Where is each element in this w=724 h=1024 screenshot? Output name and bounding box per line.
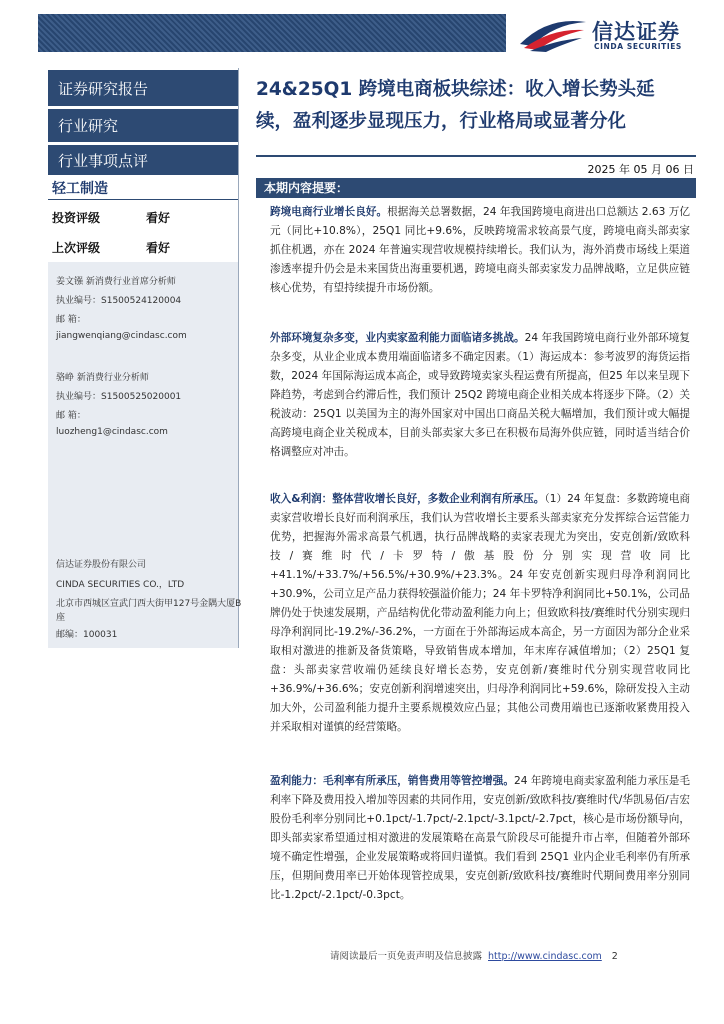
paragraph-lead: 跨境电商行业增长良好。 bbox=[270, 206, 388, 218]
paragraph-text: 24 年跨境电商卖家盈利能力承压是毛利率下降及费用投入增加等因素的共同作用，安克创新/致欧科技/赛维时代/华凯易佰/吉宏股份毛利率分别同比+0.1pct/-1.7pct/-2.1pct/-3.1pct/-2.7pct，核心是市场份额导向，即头部卖家希望通过相对激进的发展策略在高景气阶段尽可能提升市占率，但随着外部环境不确定性增强，企业发展策略或将回归谨慎。我们看到 25Q1 业内企业毛利率仍有所承压，但期间费用率已开始体现管控成果，安克创新/致欧科技/赛维时代期间费用率分别同比-1.2pct/-2.1pct/-0.3pct。 bbox=[270, 775, 690, 901]
company-address: 北京市西城区宣武门西大街甲127号金隅大厦B bbox=[56, 599, 242, 609]
company-name-cn: 信达证券股份有限公司 bbox=[56, 560, 147, 570]
analyst-email-label: 邮 箱： bbox=[56, 411, 86, 421]
title-divider bbox=[256, 155, 696, 157]
rating-value: 看好 bbox=[146, 241, 171, 255]
paragraph-text: 根据海关总署数据，24 年我国跨境电商进出口总额达 2.63 万亿元（同比+10.8%），25Q1 同比+9.6%，反映跨境需求较高景气度，跨境电商头部卖家抓住机遇，亦在 2024 年普遍实现营收规模持续增长。我们认为，海外消费市场线上渠道渗透率提升仍会是未来国货出海重要机遇，跨境电商头部卖家发力品牌战略，立足供应链核心优势，有望持续提升市场份额。 bbox=[270, 206, 690, 294]
paragraph-text: 24 年我国跨境电商行业外部环境复杂多变，从业企业成本费用端面临诸多不确定因素。（1）海运成本：参考波罗的海货运指数，2024 年国际海运成本高企，或导致跨境卖家头程运费有所提高，但25 年以来呈现下降趋势，考虑到合约滞后性，我们预计 25Q2 跨境电商企业相关成本将逐步下降。（2）关税波动：25Q1 以美国为主的海外国家对中国出口商品关税大幅增加，我们预计或大幅提高跨境电商企业关税成本，目前头部卖家大多已在积极布局海外供应链，同时适当结合价格调整应对冲击。 bbox=[270, 332, 690, 458]
report-title-line: 24&25Q1 跨境电商板块综述：收入增长势头延 bbox=[256, 79, 655, 100]
rating-current bbox=[52, 209, 171, 226]
page-number: 2 bbox=[611, 951, 618, 962]
logo-english-name: CINDA SECURITIES bbox=[594, 42, 682, 51]
analyst-license: 执业编号：S1500524120004 bbox=[56, 296, 182, 306]
paragraph-text: （1）24 年复盘：多数跨境电商卖家营收增长良好而利润承压，我们认为营收增长主要系头部卖家充分发挥综合运营能力优势，把握海外需求高景气机遇，执行品牌战略的卖家表现尤为突出，安克创新/致欧科技/赛维时代/卡罗特/傲基股份分别实现营收同比+41.1%/+33.7%/+56.5%/+30.9%/+23.3%。24 年安克创新实现归母净利润同比+30.9%，公司立足产品力获得较强溢价能力；24 年卡罗特净利润同比+50.1%，公司品牌仍处于快速发展期，产品结构优化带动盈利能力向上；但致欧科技/赛维时代分别实现归母净利润同比-19.2%/-36.2%，一方面在于外部海运成本高企，另一方面因为部分企业采取相对激进的推新及备货策略，导致销售成本增加，年末库存减值增加；（2）25Q1 复盘：头部卖家营收端仍延续良好增长态势，安克创新/赛维时代分别实现营收同比+36.9%/+36.6%；安克创新利润增速突出，归母净利润同比+59.6%，除研发投入主动加大外，公司盈利能力提升主要系规模效应凸显；其他公司费用端也已逐渐收紧费用投入并采取相对谨慎的经营策略。 bbox=[270, 493, 690, 733]
sidebar-vertical-divider bbox=[238, 68, 239, 648]
paragraph-lead: 外部环境复杂多变，业内卖家盈利能力面临诸多挑战。 bbox=[270, 332, 525, 344]
report-title bbox=[256, 74, 696, 138]
summary-paragraph bbox=[270, 203, 690, 298]
header-banner bbox=[38, 14, 506, 52]
analyst-email-label: 邮 箱： bbox=[56, 315, 86, 325]
company-postcode: 邮编：100031 bbox=[56, 630, 118, 640]
footer-url-link[interactable]: http://www.cindasc.com bbox=[488, 951, 602, 962]
sub-category-label: 行业事项点评 bbox=[48, 145, 238, 175]
analyst-email[interactable]: luozheng1@cindasc.com bbox=[56, 427, 168, 437]
company-name-en: CINDA SECURITIES CO.，LTD bbox=[56, 580, 185, 590]
paragraph-lead: 收入&利润：整体营收增长良好，多数企业利润有所承压。 bbox=[270, 493, 545, 505]
report-date: 2025 年 05 月 06 日 bbox=[587, 163, 694, 176]
analyst-name-title: 姜文镪 新消费行业首席分析师 bbox=[56, 277, 176, 287]
report-title-line: 续，盈利逐步显现压力，行业格局或显著分化 bbox=[256, 111, 627, 132]
rating-value: 看好 bbox=[146, 211, 171, 225]
industry-label: 轻工制造 bbox=[52, 181, 108, 197]
summary-paragraph bbox=[270, 772, 690, 905]
analyst-email[interactable]: jiangwenqiang@cindasc.com bbox=[56, 331, 187, 341]
analyst-license: 执业编号：S1500525020001 bbox=[56, 392, 182, 402]
summary-paragraph bbox=[270, 329, 690, 462]
analyst-name-title: 骆峥 新消费行业分析师 bbox=[56, 373, 149, 383]
paragraph-lead: 盈利能力：毛利率有所承压，销售费用等管控增强。 bbox=[270, 775, 515, 787]
logo-chinese-name: 信达证券 bbox=[592, 20, 680, 44]
page-footer bbox=[330, 948, 700, 962]
sidebar-divider bbox=[48, 199, 238, 200]
rating-label: 投资评级 bbox=[52, 211, 101, 225]
company-address-cont: 座 bbox=[56, 613, 66, 623]
summary-paragraph bbox=[270, 490, 690, 737]
cinda-logo bbox=[518, 12, 708, 52]
report-type-label: 证券研究报告 bbox=[48, 70, 238, 106]
cinda-logo-icon bbox=[518, 14, 588, 52]
category-label: 行业研究 bbox=[48, 109, 238, 142]
rating-label: 上次评级 bbox=[52, 241, 101, 255]
footer-disclaimer: 请阅读最后一页免责声明及信息披露 bbox=[330, 951, 483, 962]
summary-heading: 本期内容提要： bbox=[256, 178, 696, 198]
rating-previous bbox=[52, 239, 171, 256]
